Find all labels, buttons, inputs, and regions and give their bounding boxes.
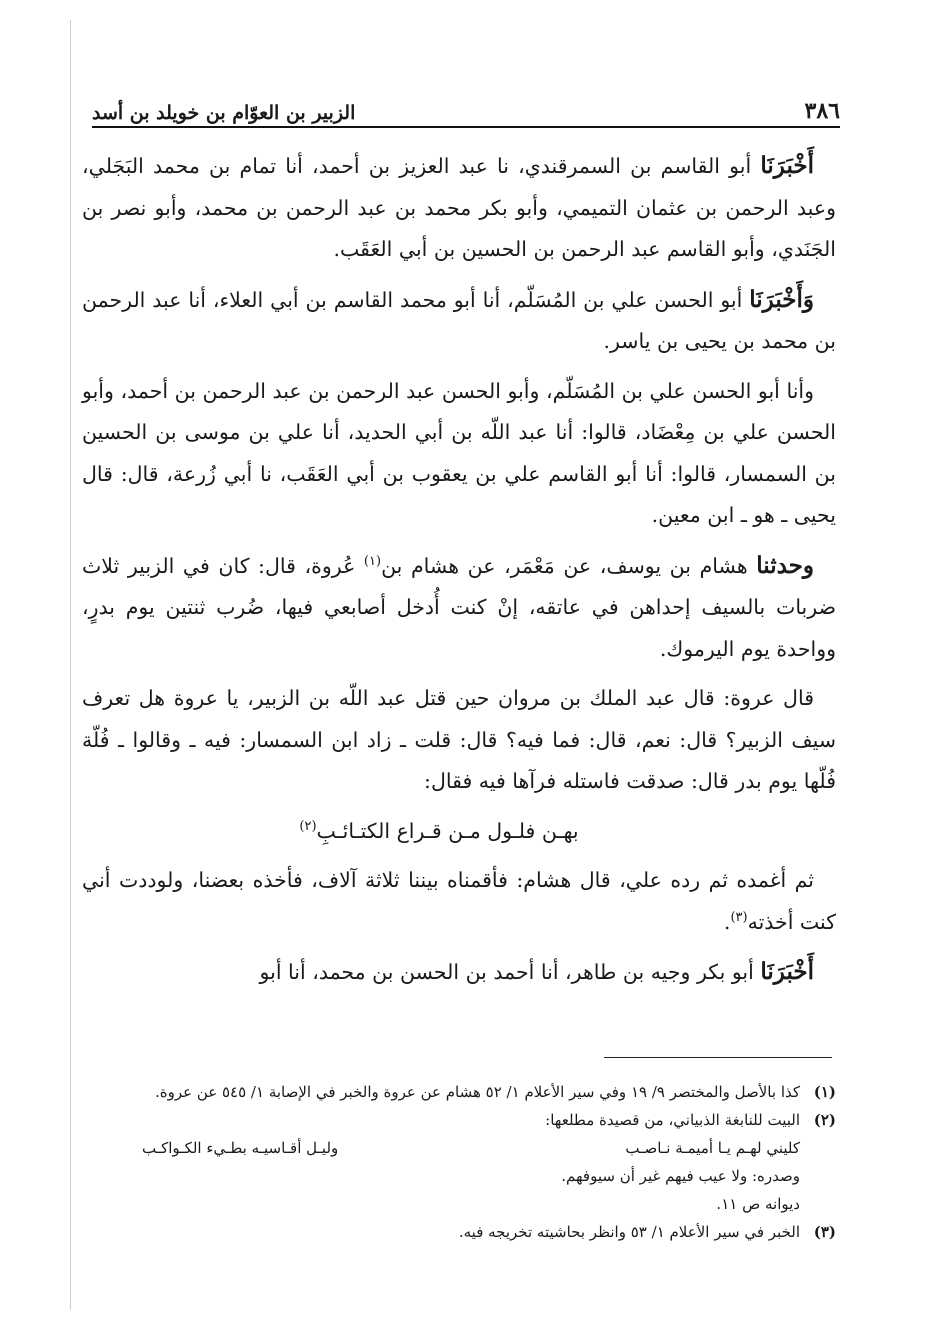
footnote-1-text: كذا بالأصل والمختصر ٩/ ١٩ وفي سير الأعلام ١/ ٥٢ هشام عن عروة والخبر في الإصابة ١/ ٥٤٥ عن عروة. <box>154 1083 800 1101</box>
footnote-2-line-4: ديوانه ص ١١. <box>716 1195 800 1213</box>
keyword-haddathana: وحدثنا <box>756 551 814 579</box>
paragraph-5 <box>82 678 836 803</box>
footnotes <box>82 1078 836 1246</box>
footnote-2-verse <box>82 1134 800 1162</box>
paragraph-4-text-a: هشام بن يوسف، عن مَعْمَر، عن هشام بن <box>381 553 757 578</box>
page-number: ٣٨٦ <box>804 98 840 124</box>
paragraph-6-text: ثم أغمده ثم رده علي، قال هشام: فأقمناه بيننا ثلاثة آلاف، فأخذه بعضنا، ولوددت أني كنت أخذته <box>82 868 836 934</box>
scan-margin-line <box>70 20 71 1310</box>
paragraph-3 <box>82 371 836 537</box>
paragraph-7 <box>82 951 836 994</box>
footnote-2-verse-second-hemistich: وليـل أقـاسيـه بطـيء الكـواكـب <box>142 1139 339 1157</box>
paragraph-7-text: أبو بكر وجيه بن طاهر، أنا أحمد بن الحسن بن محمد، أنا أبو <box>259 960 761 984</box>
footnote-1-number: (١) <box>813 1083 836 1101</box>
paragraph-4 <box>82 545 836 671</box>
footnote-1 <box>82 1078 836 1106</box>
footnote-ref-2[interactable]: (٢) <box>299 818 317 834</box>
footnote-2-text <box>82 1106 800 1218</box>
paragraph-5-text: قال عروة: قال عبد الملك بن مروان حين قتل عبد اللّه بن الزبير، يا عروة هل تعرف سيف الزبير؟ قال: نعم، قال: فما فيه؟ قال: قلت ـ زاد ابن السمسار: فيه ـ وقالوا ـ فُلّة فُلّها يوم بدر قال: صدقت فاستله فرآها فيه فقال: <box>82 686 836 793</box>
footnote-2 <box>82 1106 836 1218</box>
paragraph-1-text: أبو القاسم بن السمرقندي، نا عبد العزيز بن أحمد، أنا تمام بن محمد البَجَلي، وعبد الرحمن بن عثمان التميمي، وأبو بكر محمد بن عبد الرحمن بن محمد، وأبو نصر بن الجَنَدي، وأبو القاسم عبد الرحمن بن الحسين بن أبي العَقَب. <box>82 154 836 261</box>
footnote-3 <box>82 1218 836 1246</box>
keyword-akhbarana: أَخْبَرَنَا <box>760 152 814 179</box>
paragraph-4-text-b: عُروة، قال: كان في الزبير ثلاث ضربات بالسيف إحداهن في عاتقه، إنْ كنت أُدخل أصابعي فيها، ضُرب ثنتين يوم بدرٍ، وواحدة يوم اليرموك. <box>82 553 836 661</box>
paragraph-3-text: وأنا أبو الحسن علي بن المُسَلّم، وأبو الحسن عبد الرحمن بن عبد الرحمن بن أحمد، وأبو الحسن علي بن مِعْضَاد، قالوا: أنا عبد اللّه بن أبي الحديد، أنا علي بن موسى بن الحسين بن السمسار، قالوا: أنا أبو القاسم علي بن يعقوب بن أبي العَقَب، نا أبي زُرعة، قال: قال يحيى ـ هو ـ ابن معين. <box>82 378 836 527</box>
paragraph-6 <box>82 860 836 943</box>
footnote-2-line-3: وصدره: ولا عيب فيهم غير أن سيوفهم. <box>561 1167 800 1185</box>
verse-text: بهـن فلـول مـن قـراع الكتـائـبِ <box>316 818 579 843</box>
running-title: الزبير بن العوّام بن خويلد بن أسد <box>92 102 356 124</box>
footnote-3-number: (٣) <box>813 1223 836 1241</box>
footnote-2-line-1: البيت للنابغة الذبياني، من قصيدة مطلعها: <box>545 1111 800 1129</box>
footnote-2-verse-first-hemistich: كليني لهـم يـا أميمـة نـاصـب <box>625 1139 800 1157</box>
footnote-3-text: الخبر في سير الأعلام ١/ ٥٣ وانظر بحاشيته تخريجه فيه. <box>458 1223 800 1241</box>
footnote-ref-3[interactable]: (٣) <box>730 909 748 925</box>
footnote-2-number: (٢) <box>813 1111 836 1129</box>
paragraph-2 <box>82 279 836 363</box>
header-rule <box>92 126 840 128</box>
main-text <box>82 145 836 1002</box>
keyword-wa-akhbarana: وَأَخْبَرَنَا <box>749 285 814 313</box>
verse-line <box>82 811 836 853</box>
paragraph-2-text: أبو الحسن علي بن المُسَلّم، أنا أبو محمد القاسم بن أبي العلاء، أنا عبد الرحمن بن محمد بن يحيى بن ياسر. <box>82 287 836 353</box>
footnote-ref-1[interactable]: (١) <box>363 553 382 569</box>
footnote-separator <box>604 1057 832 1058</box>
paragraph-6-end: . <box>723 909 731 934</box>
paragraph-1 <box>82 145 836 271</box>
page-header <box>92 84 840 124</box>
keyword-akhbarana-2: أَخْبَرَنَا <box>760 958 814 985</box>
